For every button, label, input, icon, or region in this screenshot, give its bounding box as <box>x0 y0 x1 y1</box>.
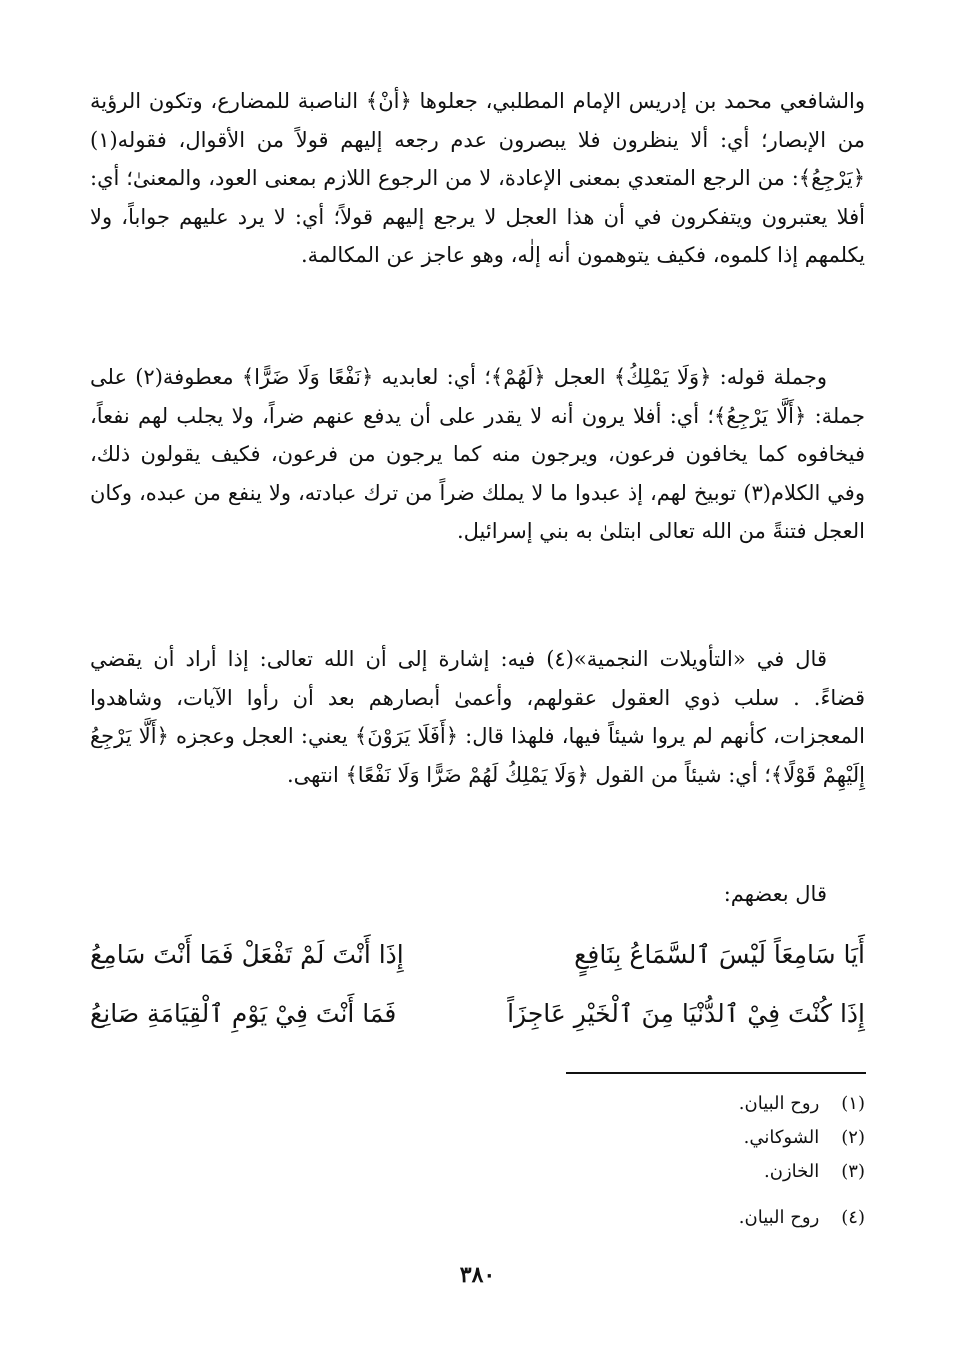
footnote-1-text: روح البيان. <box>738 1093 820 1114</box>
poem-line-1-second-hemistich: إِذَا أَنْتَ لَمْ تَفْعَلْ فَمَا أَنْتَ سَامِعُ <box>90 939 404 969</box>
footnote-1 <box>739 1090 865 1118</box>
footnote-1-number: (١) <box>841 1093 865 1114</box>
footnote-2 <box>744 1124 865 1152</box>
footnote-4-text: روح البيان. <box>738 1207 820 1228</box>
footnote-3 <box>764 1158 865 1186</box>
paragraph-1: والشافعي محمد بن إدريس الإمام المطلبي، جعلوها ﴿أنْ﴾ الناصبة للمضارع، وتكون الرؤية من الإبصار؛ أي: ألا ينظرون فلا يبصرون عدم رجعه إليهم قولاً من الأقوال، فقوله(١) ﴿يَرْجِعُ﴾: من الرجع المتعدي بمعنى الإعادة، لا من الرجوع اللازم بمعنى العود، والمعنىٰ؛ أي: أفلا يعتبرون ويتفكرون في أن هذا العجل لا يرجع إليهم قولاً؛ أي: لا يرد عليهم جواباً، ولا يكلمهم إذا كلموه، فكيف يتوهمون أنه إلٰه، وهو عاجز عن المكالمة. <box>90 89 865 267</box>
page-number: ٣٨٠ <box>459 1262 496 1288</box>
footnote-4-number: (٤) <box>841 1207 865 1228</box>
paragraph-2: وجملة قوله: ﴿وَلَا يَمْلِكُ﴾ العجل ﴿لَهُمْ﴾؛ أي: لعابديه ﴿نَفْعًا وَلَا ضَرًّا﴾ معطوفة(٢) على جملة: ﴿أَلَّا يَرْجِعُ﴾؛ أي: أفلا يرون أنه لا يقدر على أن يدفع عنهم ضراً، ولا يجلب لهم نفعاً، فيخافوه كما يخافون فرعون، ويرجون منه كما يرجون من فرعون، فكيف يقولون ذلك، وفي الكلام(٣) توبيخ لهم، إذ عبدوا ما لا يملك ضراً من ترك عبادته، ولا ينفع من عبده، وكان العجل فتنةً من الله تعالى ابتلىٰ به بني إسرائيل. <box>90 365 865 543</box>
footnote-divider <box>566 1072 866 1074</box>
poem-line-1 <box>90 928 865 980</box>
footnote-2-number: (٢) <box>841 1127 865 1148</box>
verse-intro: قال بعضهم: <box>723 882 827 906</box>
poem-line-1-first-hemistich: أَيَا سَامِعَاً لَيْسَ ٱلسَّمَاعُ بِنَافِعٍ <box>574 939 865 969</box>
footnote-3-text: الخازن. <box>764 1161 820 1182</box>
poem-line-2 <box>90 987 865 1039</box>
footnote-4 <box>739 1204 865 1232</box>
poem-line-2-second-hemistich: فَمَا أَنْتَ فِيْ يَوْمِ ٱلْقِيَامَةِ صَانِعُ <box>90 998 397 1028</box>
footnote-2-text: الشوكاني. <box>743 1127 820 1148</box>
footnote-3-number: (٣) <box>841 1161 865 1182</box>
paragraph-3: قال في «التأويلات النجمية»(٤) فيه: إشارة إلى أن الله تعالى: إذا أراد أن يقضي قضاءً. . سلب ذوي العقول عقولهم، وأعمىٰ أبصارهم بعد أن رأوا الآيات، وشاهدوا المعجزات، كأنهم لم يروا شيئاً فيها، فلهذا قال: ﴿أَفَلَا يَرَوْنَ﴾ يعني: العجل وعجزه ﴿أَلَّا يَرْجِعُ إِلَيْهِمْ قَوْلًا﴾؛ أي: شيئاً من القول ﴿وَلَا يَمْلِكُ لَهُمْ ضَرًّا وَلَا نَفْعًا﴾ انتهى. <box>90 647 865 787</box>
poem-line-2-first-hemistich: إِذَا كُنْتَ فِيْ ٱلدُّنْيَا مِنَ ٱلْخَيْرِ عَاجِزَاً <box>507 998 865 1028</box>
